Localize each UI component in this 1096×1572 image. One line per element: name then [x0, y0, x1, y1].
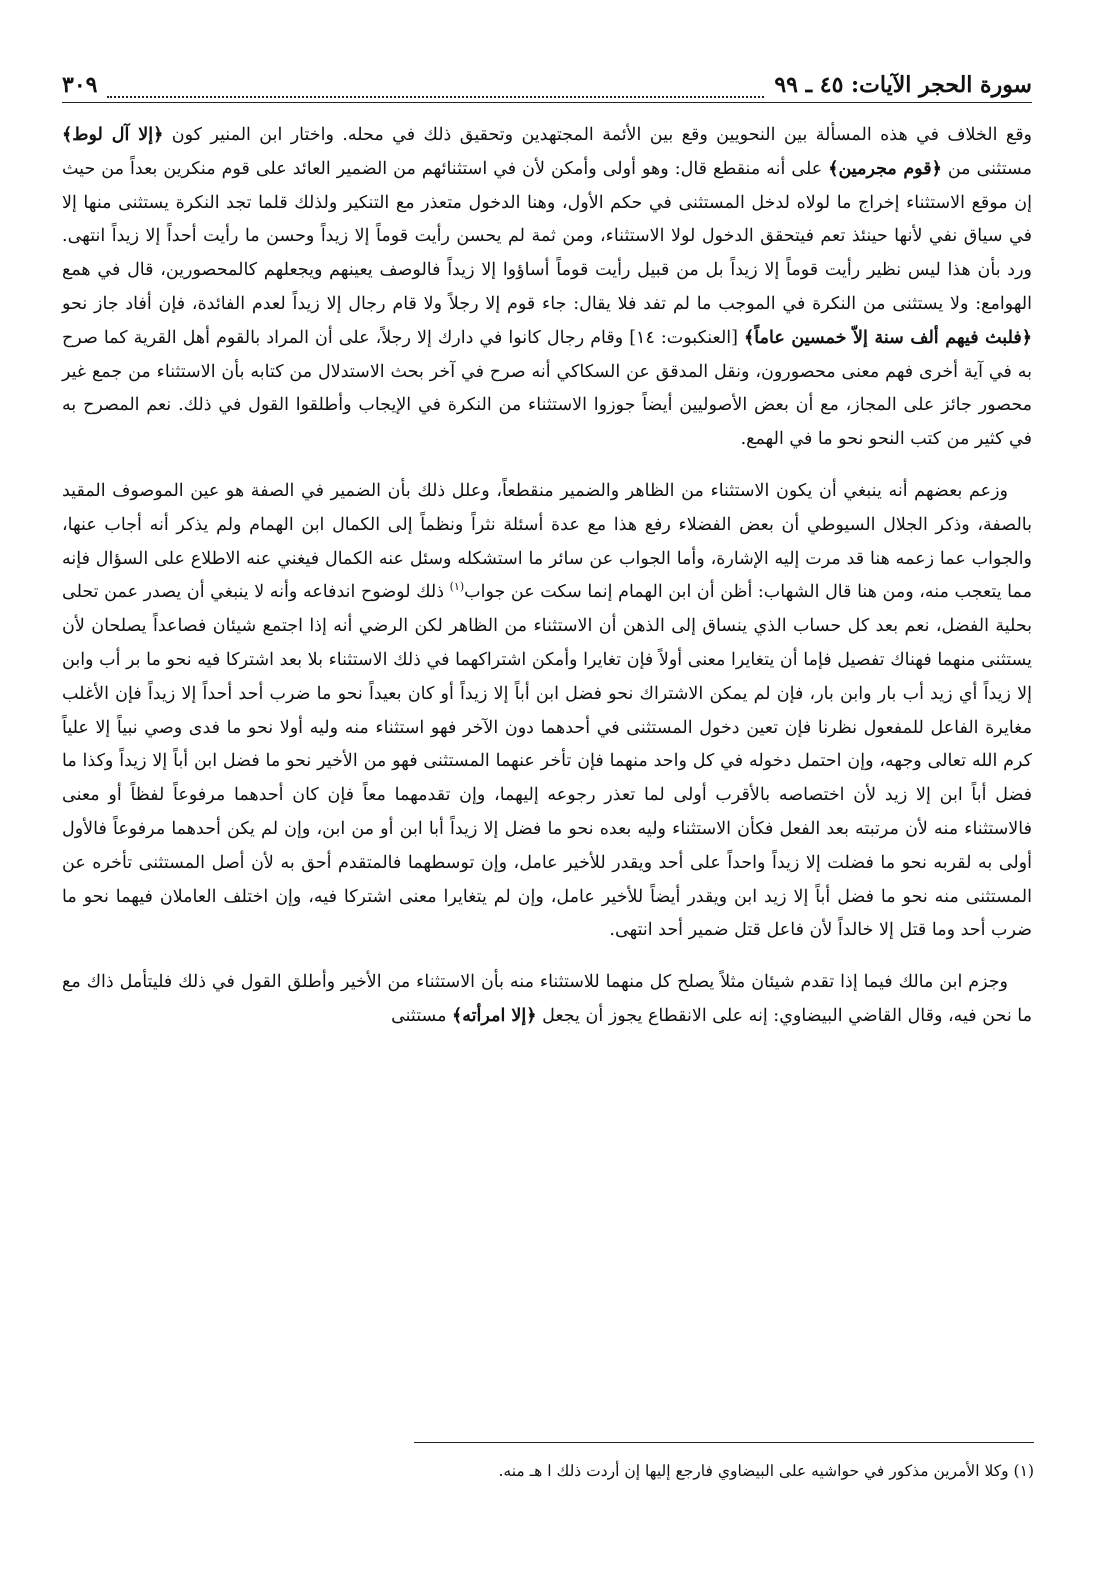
quran-quote: ﴿فلبث فيهم ألف سنة إلاّ خمسين عاماً﴾ — [744, 327, 1033, 348]
header-dots — [107, 84, 764, 98]
footnote-marker: (١) — [1013, 1462, 1034, 1480]
footnote-ref: (١) — [449, 580, 465, 594]
paragraph-text: [العنكبوت: ١٤] وقام رجال كانوا في دارك إلا رجلاً، على أن المراد بالقوم أهل القرية كما صرح به في آية أخرى فهم معنى محصورون، ونقل المدقق عن السكاكي أنه صرح في آخر بحث الاستدلال من كتابه بأن الاستثناء من جمع غير محصور جائز على المجاز، مع أن بعض الأصوليين أيضاً جوزوا الاستثناء من النكرة في الإيجاب وأطلقوا القول في ذلك. نعم المصرح به في كثير من كتب النحو نحو ما في الهمع. — [62, 327, 1032, 450]
paragraph — [62, 119, 1032, 457]
paragraph-text: وجزم ابن مالك فيما إذا تقدم شيئان مثلاً يصلح كل منهما للاستثناء منه بأن الاستثناء من الأخير وأطلق القول في ذلك فليتأمل ذاك مع ما نحن فيه، وقال القاضي البيضاوي: إنه على الانقطاع يجوز أن يجعل — [62, 972, 1032, 1026]
paragraph-text: مستثنى من — [941, 158, 1032, 179]
page — [62, 58, 1032, 1052]
paragraph-text: وزعم بعضهم أنه ينبغي أن يكون الاستثناء من الظاهر والضمير منقطعاً، وعلل ذلك بأن الضمير في الصفة هو عين الموصوف المقيد بالصفة، وذكر الجلال السيوطي أن بعض الفضلاء رفع هذا مع عدة أسئلة نثراً ونظماً إلى الكمال ابن الهمام ولم يذكر أنه أجاب عنها، والجواب عما زعمه هنا قد مرت إليه الإشارة، وأما الجواب عن سائر ما استشكله وسئل عنه الكمال فيغني عنه الاطلاع على السؤال فإنه مما يتعجب منه، ومن هنا قال الشهاب: أظن أن ابن الهمام إنما سكت عن جواب — [62, 480, 1033, 603]
quran-quote: ﴿إلا امرأته﴾ — [452, 1005, 537, 1026]
paragraph-text: على أنه منقطع قال: وهو أولى وأمكن لأن في استثنائهم من الضمير العائد على قوم منكرين بعداً من حيث إن موقع الاستثناء إخراج ما لولاه لدخل المستثنى في حكم الأول، وهنا الدخول متعذر مع التنكير ولذلك قلما تجد النكرة يستثنى منها إلا في سياق نفي لأنها حينئذ تعم فيتحقق الدخول لولا الاستثناء، ومن ثمة لم يحسن رأيت قوماً إلا زيداً وحسن ما رأيت أحداً إلا زيداً انتهى. ورد بأن هذا ليس نظير رأيت قوماً إلا زيداً بل من قبيل رأيت قوماً أساؤوا إلا زيداً فالوصف يعينهم ويجعلهم كالمحصورين، قال في همع الهوامع: ولا يستثنى من النكرة في الموجب ما لم تفد فلا يقال: جاء قوم إلا رجلاً ولا قام رجال إلا زيداً لعدم الفائدة، فإن أفاد جاز نحو — [62, 158, 1032, 314]
footnote-text: وكلا الأمرين مذكور في حواشيه على البيضاوي فارجع إليها إن أردت ذلك ا هـ منه. — [498, 1462, 1009, 1480]
paragraph-text: ذلك لوضوح اندفاعه وأنه لا ينبغي أن يصدر عمن تحلى بحلية الفضل، نعم بعد كل حساب الذي ينساق إلى الذهن أن الاستثناء من الظاهر لكن الرضي أنه إذا اجتمع شيئان فصاعداً يصلحان لأن يستثنى منهما فهناك تفصيل فإما أن يتغايرا معنى أولاً فإن تغايرا وأمكن اشتراكهما في ذلك الاستثناء بلا بعد اشتركا فيه نحو ما بر أب وابن إلا زيداً أي زيد أب بار وابن بار، فإن لم يمكن الاشتراك نحو فضل ابن أباً إلا زيداً أو كان بعيداً نحو ما ضرب أحد أحداً إلا زيداً فإن الأغلب مغايرة الفاعل للمفعول نظرنا فإن تعين دخول المستثنى في أحدهما دون الآخر فهو استثناء منه وليه أولا نحو ما فدى وصي نبياً إلا علياً كرم الله تعالى وجهه، وإن احتمل دخوله في كل واحد منهما فإن تأخر عنهما المستثنى فهو من الأخير نحو ما فضل ابن أباً إلا زيداً وكذا ما فضل أباً ابن إلا زيد لأن اختصاصه بالأقرب أولى لما تعذر رجوعه إليهما، وإن تقدمهما معاً فإن كان أحدهما مرفوعاً لفظاً أو معنى فالاستثناء منه لأن مرتبته بعد الفعل فكأن الاستثناء وليه بعده نحو ما فضل إلا زيداً أبا ابن أو من ابن، وإن لم يكن أحدهما مرفوعاً فالأول أولى به لقربه نحو ما فضلت إلا زيداً واحداً على أحد ويقدر للأخير عامل، وإن توسطهما فالمتقدم أحق به لأن أصل المستثنى تأخره عن المستثنى منه نحو ما فضل أباً إلا زيد ابن ويقدر أيضاً للأخير عامل، وإن لم يتغايرا معنى اشتركا فيه، وإن اختلف العاملان فيهما نحو ما ضرب أحد وما قتل إلا خالداً لأن فاعل قتل ضمير أحد انتهى. — [62, 582, 1032, 941]
paragraph — [62, 475, 1032, 948]
paragraph — [62, 966, 1032, 1034]
footnote — [64, 1458, 1034, 1484]
page-number: ٣٠٩ — [62, 72, 98, 98]
paragraph-text: مستثنى — [391, 1005, 453, 1026]
body-text — [62, 119, 1032, 1034]
quran-quote: ﴿إلا آل لوط﴾ — [62, 125, 164, 145]
paragraph-text: وقع الخلاف في هذه المسألة بين النحويين وقع بين الأئمة المجتهدين وتحقيق ذلك في محله. واختار ابن المنير كون — [163, 125, 1033, 145]
surah-title: سورة الحجر الآيات: ٤٥ ـ ٩٩ — [774, 72, 1032, 98]
running-header — [62, 58, 1032, 103]
footnote-divider — [414, 1442, 1034, 1443]
quran-quote: ﴿قوم مجرمين﴾ — [828, 158, 942, 179]
